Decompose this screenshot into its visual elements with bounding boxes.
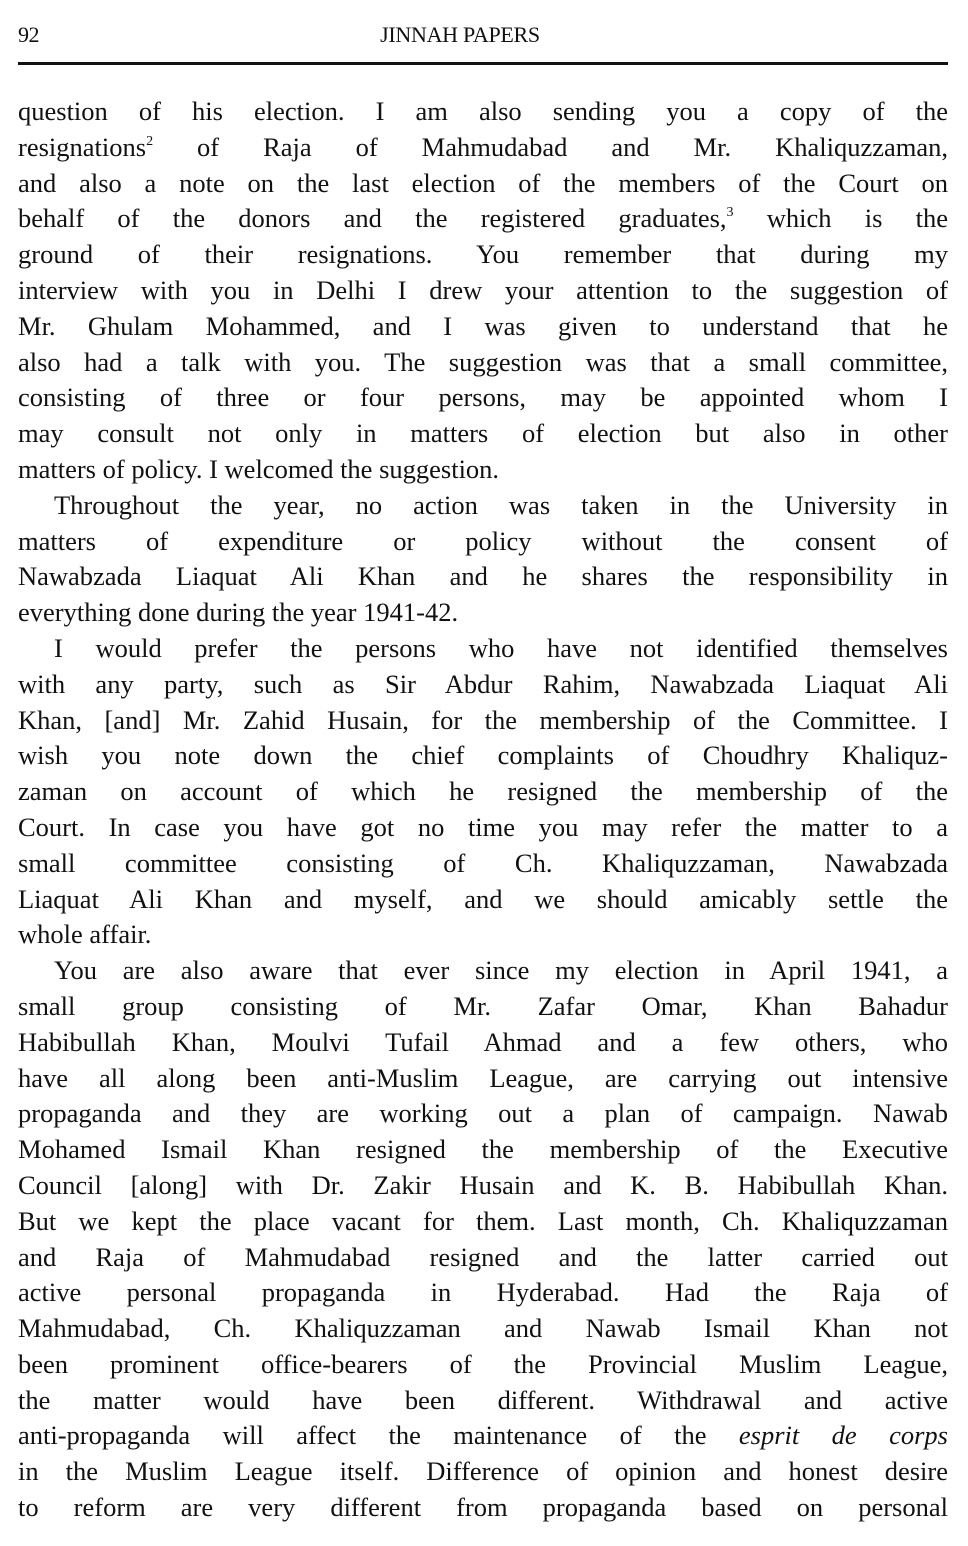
page-number: 92 (18, 22, 39, 47)
text-span: You are also aware that ever since my election in April 1941, a (54, 955, 948, 986)
text-line (18, 1347, 948, 1383)
footnote-marker: 2 (146, 133, 154, 149)
text-line (18, 166, 948, 202)
body-text (18, 94, 948, 1526)
text-span: and also a note on the last election of the members of the Court on (18, 167, 948, 198)
text-span: question of his election. I am also sending you a copy of the (18, 96, 948, 126)
header-rule (18, 62, 948, 65)
text-span: Khan, [and] Mr. Zahid Husain, for the membership of the Committee. I (18, 704, 948, 735)
text-line (18, 416, 948, 452)
text-line (18, 1204, 948, 1240)
text-span: ground of their resignations. You remember that during my (18, 239, 948, 270)
text-line (18, 524, 948, 560)
text-span: Council [along] with Dr. Zakir Husain and K. B. Habibullah Khan. (18, 1169, 948, 1200)
text-span: Habibullah Khan, Moulvi Tufail Ahmad and a few others, who (18, 1026, 948, 1057)
text-line (18, 774, 948, 810)
text-line (18, 201, 948, 237)
text-span: Mr. Ghulam Mohammed, and I was given to understand that he (18, 310, 948, 341)
text-line (18, 94, 948, 130)
text-span: Mahmudabad, Ch. Khaliquzzaman and Nawab Ismail Khan not (18, 1313, 948, 1344)
italic-phrase: esprit de corps (738, 1420, 948, 1451)
text-span: Nawabzada Liaquat Ali Khan and he shares the responsibility in (18, 561, 948, 592)
text-line (18, 1454, 948, 1490)
text-span: resignations (18, 131, 147, 162)
text-span: small committee consisting of Ch. Khaliquzzaman, Nawabzada (18, 847, 948, 878)
running-title: JINNAH PAPERS (380, 22, 540, 47)
text-span: also had a talk with you. The suggestion was that a small committee, (18, 346, 948, 377)
text-line (18, 1061, 948, 1097)
text-line (18, 559, 948, 595)
text-line (18, 488, 948, 524)
text-line (18, 237, 948, 273)
text-line (18, 953, 948, 989)
text-span: in the Muslim League itself. Difference of opinion and honest desire (18, 1456, 948, 1487)
text-span: Liaquat Ali Khan and myself, and we should amicably settle the (18, 883, 948, 914)
text-span: whole affair. (18, 919, 152, 950)
text-line (18, 703, 948, 739)
text-span: But we kept the place vacant for them. Last month, Ch. Khaliquzzaman (18, 1205, 948, 1236)
text-line (18, 345, 948, 381)
text-line (18, 309, 948, 345)
text-line (18, 667, 948, 703)
text-span: have all along been anti-Muslim League, are carrying out intensive (18, 1062, 948, 1093)
text-line (18, 452, 948, 488)
text-line (18, 631, 948, 667)
text-line (18, 989, 948, 1025)
text-line (18, 1025, 948, 1061)
text-span: interview with you in Delhi I drew your attention to the suggestion of (18, 274, 948, 305)
text-line (18, 273, 948, 309)
text-span: to reform are very different from propaganda based on personal (18, 1492, 948, 1523)
text-span: zaman on account of which he resigned the membership of the (18, 776, 948, 807)
text-line (18, 1168, 948, 1204)
text-span: been prominent office-bearers of the Provincial Muslim League, (18, 1348, 948, 1379)
text-line (18, 595, 948, 631)
text-span: matters of expenditure or policy without the consent of (18, 525, 948, 556)
text-line (18, 1383, 948, 1419)
text-span: Mohamed Ismail Khan resigned the membership of the Executive (18, 1134, 948, 1165)
text-line (18, 1311, 948, 1347)
text-line (18, 1132, 948, 1168)
text-span: may consult not only in matters of election but also in other (18, 418, 948, 449)
text-span: I would prefer the persons who have not identified themselves (54, 632, 948, 663)
text-span: and Raja of Mahmudabad resigned and the latter carried out (18, 1241, 948, 1272)
text-span: with any party, such as Sir Abdur Rahim, Nawabzada Liaquat Ali (18, 668, 948, 699)
footnote-marker: 3 (726, 205, 734, 221)
text-span: active personal propaganda in Hyderabad. Had the Raja of (18, 1277, 948, 1308)
text-span: which is the (733, 203, 948, 234)
text-line (18, 1240, 948, 1276)
text-span: Court. In case you have got no time you may refer the matter to a (18, 811, 948, 842)
text-span: the matter would have been different. Withdrawal and active (18, 1384, 948, 1415)
text-line (18, 1418, 948, 1454)
text-line (18, 882, 948, 918)
text-line (18, 917, 948, 953)
text-line (18, 380, 948, 416)
text-span: behalf of the donors and the registered graduates, (18, 203, 727, 234)
text-span: everything done during the year 1941-42. (18, 597, 459, 628)
text-span: of Raja of Mahmudabad and Mr. Khaliquzzaman, (153, 131, 948, 162)
text-line (18, 130, 948, 166)
text-line (18, 1096, 948, 1132)
text-span: small group consisting of Mr. Zafar Omar, Khan Bahadur (18, 990, 948, 1021)
text-span: anti-propaganda will affect the maintenance of the (18, 1420, 739, 1451)
text-span: propaganda and they are working out a plan of campaign. Nawab (18, 1098, 948, 1129)
text-line (18, 1275, 948, 1311)
text-span: Throughout the year, no action was taken in the University in (54, 489, 948, 520)
text-span: matters of policy. I welcomed the suggestion. (18, 453, 500, 484)
text-line (18, 810, 948, 846)
text-line (18, 738, 948, 774)
text-span: wish you note down the chief complaints of Choudhry Khaliquz- (18, 740, 948, 771)
text-line (18, 1490, 948, 1526)
text-line (18, 846, 948, 882)
text-span: consisting of three or four persons, may be appointed whom I (18, 382, 948, 413)
